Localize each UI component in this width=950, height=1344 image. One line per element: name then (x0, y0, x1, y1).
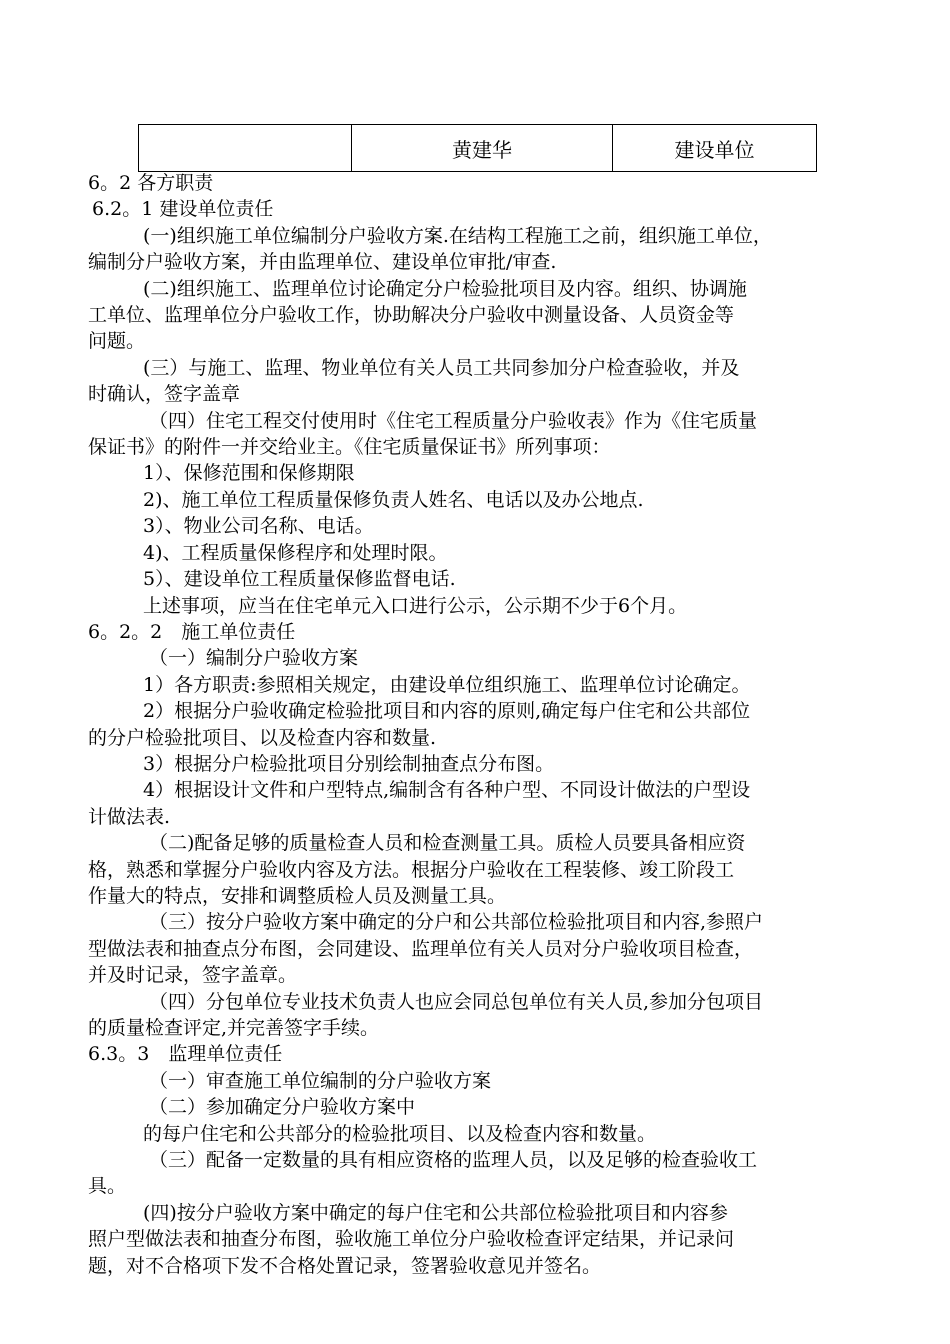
section-heading: 6。2 各方职责 (88, 172, 214, 194)
paragraph-line: 格，熟悉和掌握分户验收内容及方法。根据分户验收在工程装修、竣工阶段工 (88, 858, 735, 881)
paragraph-line: 的每户住宅和公共部分的检验批项目、以及检查内容和数量。 (143, 1122, 657, 1145)
paragraph-line: （二)配备足够的质量检查人员和检查测量工具。质检人员要具备相应资 (149, 832, 746, 855)
paragraph-line: 题，对不合格项下发不合格处置记录，签署验收意见并签名。 (88, 1254, 602, 1277)
paragraph-line: 作量大的特点，安排和调整质检人员及测量工具。 (88, 884, 507, 907)
paragraph-line: 保证书》的附件一并交给业主。《住宅质量保证书》所列事项： (88, 436, 611, 459)
paragraph-line: 编制分户验收方案，并由监理单位、建设单位审批/审查. (88, 251, 557, 274)
paragraph-line: 上述事项，应当在住宅单元入口进行公示，公示期不少于6个月。 (143, 594, 688, 617)
table-cell-blank (139, 125, 352, 172)
paragraph-line: 工单位、监理单位分户验收工作，协助解决分户验收中测量设备、人员资金等 (88, 304, 735, 327)
table-cell-unit: 建设单位 (613, 125, 817, 172)
paragraph-line: （四）住宅工程交付使用时《住宅工程质量分户验收表》作为《住宅质量 (149, 409, 758, 432)
paragraph-line: （三）配备一定数量的具有相应资格的监理人员，以及足够的检查验收工 (149, 1149, 758, 1172)
paragraph-line: （一）编制分户验收方案 (149, 647, 359, 670)
list-item: 5）、建设单位工程质量保修监督电话. (143, 568, 456, 591)
signature-table (138, 124, 817, 172)
subsection-heading: 6。2。2 施工单位责任 (88, 620, 296, 643)
paragraph-line: 的质量检查评定,并完善签字手续。 (88, 1017, 380, 1039)
paragraph-line: （四）分包单位专业技术负责人也应会同总包单位有关人员,参加分包项目 (149, 990, 764, 1013)
list-item: 2）根据分户验收确定检验批项目和内容的原则,确定每户住宅和公共部位 (143, 700, 751, 723)
paragraph-line: 具。 (88, 1175, 127, 1198)
table-cell-name: 黄建华 (352, 125, 613, 172)
paragraph-line: 的分户检验批项目、以及检查内容和数量. (88, 726, 437, 749)
paragraph-line: 型做法表和抽查点分布图，会同建设、监理单位有关人员对分户验收项目检查， (88, 937, 754, 960)
paragraph-line: 并及时记录，签字盖章。 (88, 964, 298, 987)
table-row (139, 125, 817, 172)
document-body (88, 170, 878, 1279)
paragraph-line: (三）与施工、监理、物业单位有关人员工共同参加分户检查验收，并及 (143, 356, 740, 379)
paragraph-line: (二)组织施工、监理单位讨论确定分户检验批项目及内容。组织、协调施 (143, 277, 747, 300)
paragraph-line: 计做法表. (88, 805, 171, 828)
paragraph-line: (一)组织施工单位编制分户验收方案.在结构工程施工之前，组织施工单位， (143, 224, 772, 247)
list-item: 1）各方职责:参照相关规定，由建设单位组织施工、监理单位讨论确定。 (143, 673, 751, 696)
list-item: 4)、工程质量保修程序和处理时限。 (143, 541, 448, 564)
list-item: 1）、保修范围和保修期限 (143, 462, 355, 485)
paragraph-line: (四)按分户验收方案中确定的每户住宅和公共部位检验批项目和内容参 (143, 1201, 728, 1224)
paragraph-line: 照户型做法表和抽查分布图，验收施工单位分户验收检查评定结果，并记录问 (88, 1228, 735, 1251)
list-item: 2)、施工单位工程质量保修负责人姓名、电话以及办公地点. (143, 488, 644, 511)
list-item: 4）根据设计文件和户型特点,编制含有各种户型、不同设计做法的户型设 (143, 779, 751, 802)
paragraph-line: 时确认，签字盖章 (88, 383, 241, 406)
subsection-heading: 6.2。1 建设单位责任 (92, 198, 274, 221)
list-item: 3）根据分户检验批项目分别绘制抽查点分布图。 (143, 752, 555, 775)
paragraph-line: （二）参加确定分户验收方案中 (149, 1096, 416, 1119)
paragraph-line: 问题。 (88, 330, 146, 353)
subsection-heading: 6.3。3 监理单位责任 (88, 1043, 283, 1066)
paragraph-line: （三）按分户验收方案中确定的分户和公共部位检验批项目和内容,参照户 (149, 911, 764, 934)
paragraph-line: （一）审查施工单位编制的分户验收方案 (149, 1069, 492, 1092)
list-item: 3）、物业公司名称、电话。 (143, 515, 374, 538)
